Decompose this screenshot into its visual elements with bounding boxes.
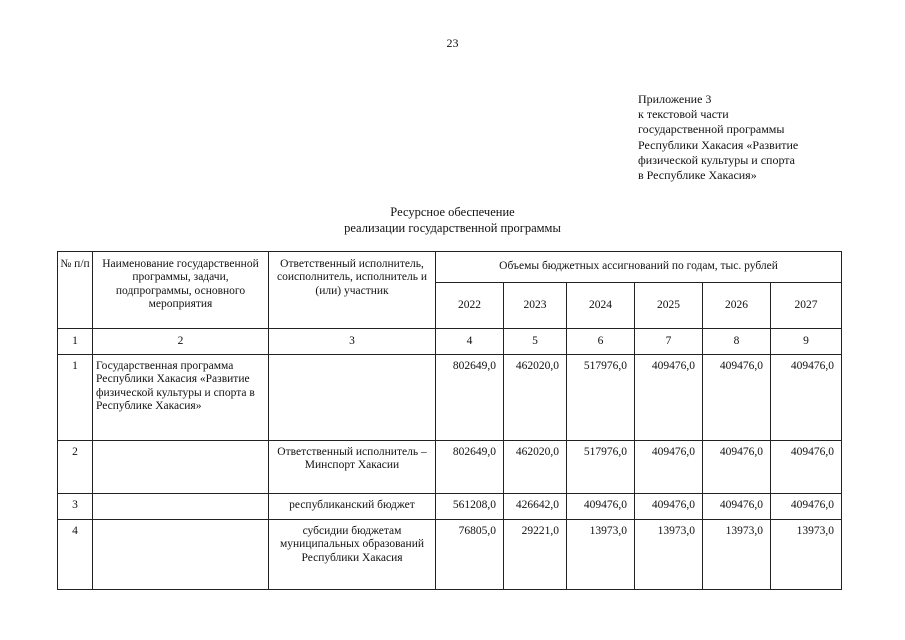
row-value: 13973,0 [635, 520, 703, 590]
row-value: 409476,0 [771, 355, 842, 441]
table-row [58, 520, 842, 590]
row-value: 76805,0 [436, 520, 504, 590]
row-number: 4 [58, 520, 93, 590]
row-value: 13973,0 [703, 520, 771, 590]
row-value: 802649,0 [436, 355, 504, 441]
column-number: 1 [58, 329, 93, 355]
column-number: 2 [93, 329, 269, 355]
appendix-line: к текстовой части [638, 107, 729, 122]
row-number: 3 [58, 494, 93, 520]
row-number: 1 [58, 355, 93, 441]
row-executor: субсидии бюджетам муниципальных образований Республики Хакасия [269, 520, 436, 590]
header-num: № п/п [58, 252, 93, 329]
page-number: 23 [446, 36, 459, 50]
row-value: 462020,0 [504, 441, 567, 494]
header-executor: Ответственный исполнитель, соисполнитель, исполнитель и (или) участник [269, 252, 436, 329]
row-name: Государственная программа Республики Хакасия «Развитие физической культуры и спорта в Республике Хакасия» [93, 355, 269, 441]
row-executor: Ответственный исполнитель – Минспорт Хакасии [269, 441, 436, 494]
row-value: 409476,0 [635, 355, 703, 441]
row-value: 409476,0 [635, 494, 703, 520]
appendix-line: Республики Хакасия «Развитие [638, 137, 799, 152]
row-value: 802649,0 [436, 441, 504, 494]
appendix-line: в Республике Хакасия» [638, 168, 757, 183]
column-number: 3 [269, 329, 436, 355]
row-value: 409476,0 [703, 355, 771, 441]
row-value: 517976,0 [567, 355, 635, 441]
row-value: 426642,0 [504, 494, 567, 520]
appendix-line: физической культуры и спорта [638, 152, 796, 167]
title-line: реализации государственной программы [344, 220, 561, 235]
column-number: 6 [567, 329, 635, 355]
appendix-note [638, 92, 888, 183]
table-row [58, 355, 842, 441]
row-value: 13973,0 [771, 520, 842, 590]
row-value: 409476,0 [771, 441, 842, 494]
row-executor [269, 355, 436, 441]
row-number: 2 [58, 441, 93, 494]
header-year: 2026 [703, 282, 771, 328]
row-value: 13973,0 [567, 520, 635, 590]
column-number: 7 [635, 329, 703, 355]
appendix-line: Приложение 3 [638, 92, 712, 106]
column-number: 5 [504, 329, 567, 355]
header-name: Наименование государственной программы, задачи, подпрограммы, основного мероприятия [93, 252, 269, 329]
header-year: 2027 [771, 282, 842, 328]
row-value: 561208,0 [436, 494, 504, 520]
header-row [58, 252, 842, 283]
row-value: 517976,0 [567, 441, 635, 494]
budget-table [57, 251, 842, 590]
row-executor: республиканский бюджет [269, 494, 436, 520]
row-name [93, 441, 269, 494]
appendix-line: государственной программы [638, 122, 785, 137]
row-value: 29221,0 [504, 520, 567, 590]
header-year: 2024 [567, 282, 635, 328]
column-number: 4 [436, 329, 504, 355]
column-number-row [58, 329, 842, 355]
header-year: 2025 [635, 282, 703, 328]
column-number: 8 [703, 329, 771, 355]
title-line: Ресурсное обеспечение [390, 205, 515, 219]
header-year: 2022 [436, 282, 504, 328]
row-value: 409476,0 [635, 441, 703, 494]
table-row [58, 441, 842, 494]
header-year: 2023 [504, 282, 567, 328]
row-value: 462020,0 [504, 355, 567, 441]
row-value: 409476,0 [703, 494, 771, 520]
header-budget-group: Объемы бюджетных ассигнований по годам, тыс. рублей [436, 252, 842, 283]
table-row [58, 494, 842, 520]
row-value: 409476,0 [703, 441, 771, 494]
row-name [93, 494, 269, 520]
row-name [93, 520, 269, 590]
row-value: 409476,0 [567, 494, 635, 520]
document-title [300, 205, 605, 236]
column-number: 9 [771, 329, 842, 355]
row-value: 409476,0 [771, 494, 842, 520]
